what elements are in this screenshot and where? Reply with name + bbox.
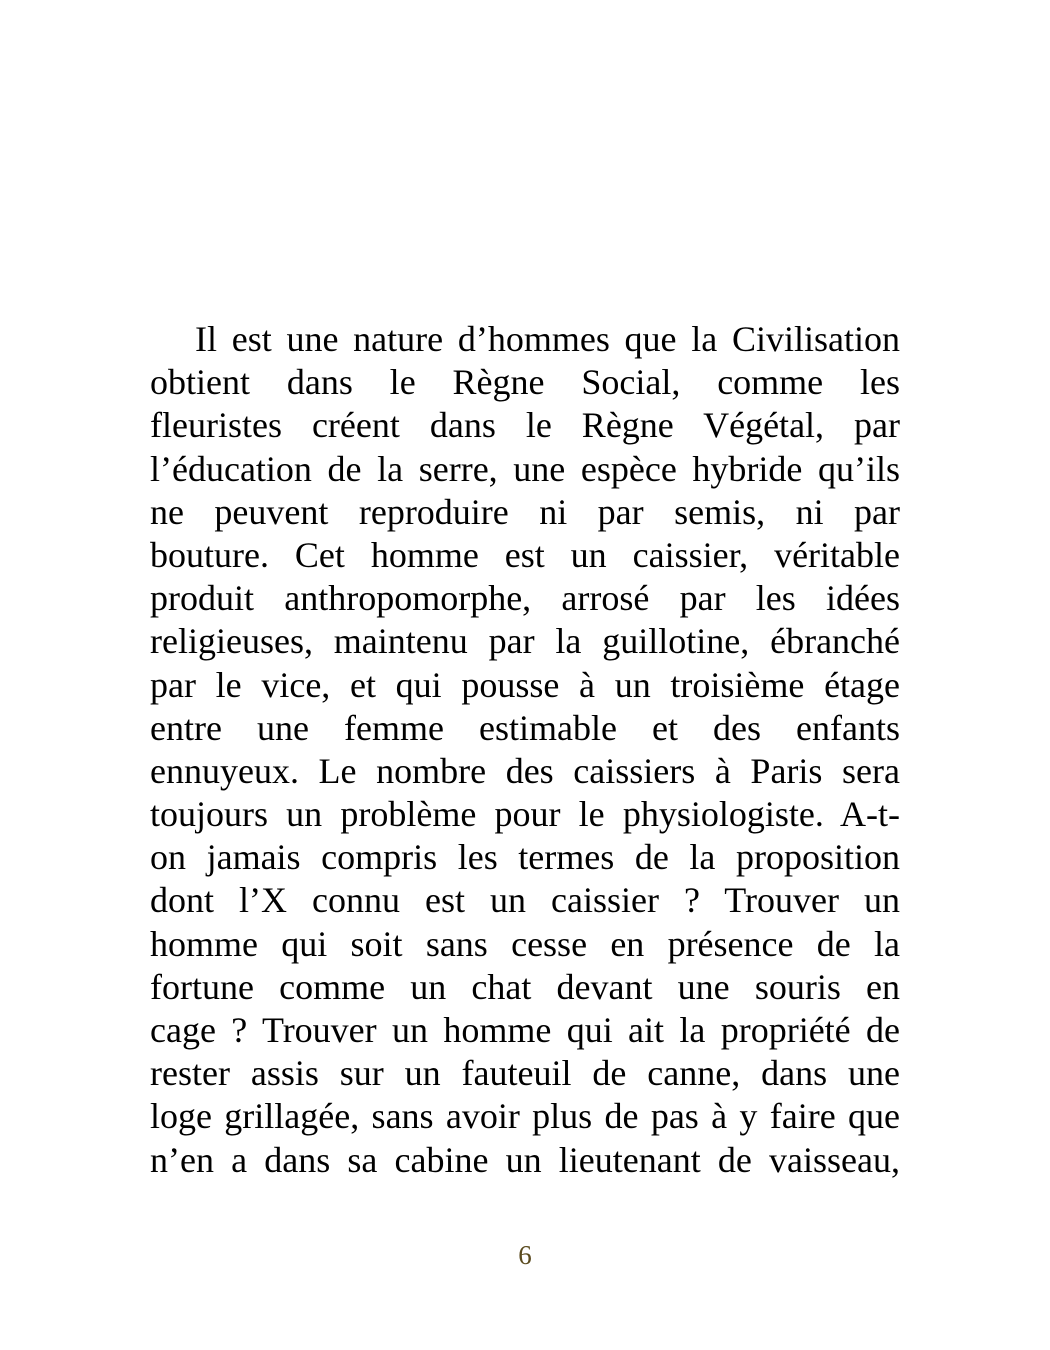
paragraph-line: toujours un problème pour le physiologiste. A-t- [150, 794, 900, 835]
paragraph-line: fortune comme un chat devant une souris en [150, 966, 900, 1007]
paragraph-line: ennuyeux. Le nombre des caissiers à Paris sera [150, 750, 900, 791]
paragraph-line: loge grillagée, sans avoir plus de pas à y faire que [150, 1096, 900, 1137]
paragraph-line: obtient dans le Règne Social, comme les [150, 362, 900, 403]
body-paragraph [150, 318, 900, 1182]
paragraph-line: religieuses, maintenu par la guillotine, ébranché [150, 621, 900, 662]
paragraph-line: rester assis sur un fauteuil de canne, dans une [150, 1053, 900, 1094]
paragraph-line: Il est une nature d’hommes que la Civilisation [195, 319, 900, 359]
paragraph-line: dont l’X connu est un caissier ? Trouver un [150, 880, 900, 921]
paragraph-line: par le vice, et qui pousse à un troisième étage [150, 664, 900, 705]
paragraph-line: fleuristes créent dans le Règne Végétal, par [150, 405, 900, 446]
paragraph-line: homme qui soit sans cesse en présence de la [150, 923, 900, 964]
page-number: 6 [518, 1240, 532, 1270]
paragraph-line: produit anthropomorphe, arrosé par les idées [150, 578, 900, 619]
paragraph-line: l’éducation de la serre, une espèce hybride qu’ils [150, 448, 900, 489]
paragraph-line: ne peuvent reproduire ni par semis, ni par [150, 491, 900, 532]
paragraph-line: on jamais compris les termes de la proposition [150, 837, 900, 878]
paragraph-line: n’en a dans sa cabine un lieutenant de vaisseau, [150, 1139, 900, 1180]
paragraph-line: bouture. Cet homme est un caissier, véritable [150, 534, 900, 575]
paragraph-line: cage ? Trouver un homme qui ait la propriété de [150, 1010, 900, 1050]
paragraph-line: entre une femme estimable et des enfants [150, 707, 900, 748]
